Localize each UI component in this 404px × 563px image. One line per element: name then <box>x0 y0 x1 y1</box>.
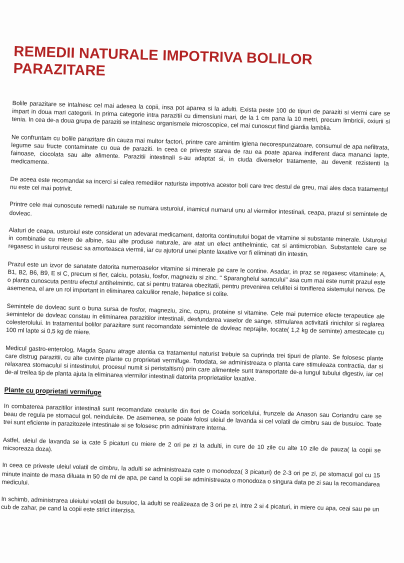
paragraph: Prazul este un izvor de sanatate datorita numeroaselor vitamine si minerale pe care le contine. Asadar, in praz se regasesc vitaminele: A, B1, B2, B6, B9, E si C, precum si fier, calciu, potasiu, fosfor, magneziu si zinc. " Sparanghelul saracului" asa cum mai este numit prazul este o planta cunoscuta pentru efectul antihelmintic, cat si pentru tratarea obezitatii, pentru prevenirea celulitei si tonifierea sistemului nervos. De asemenea, el are un rol important in eliminarea calculilor renale, hepatice si colite. <box>7 260 386 299</box>
paragraph: Bolile parazitare se intalnesc cel mai adesea la copii, insa pot aparea si la adulti. Exista peste 100 de tipuri de paraziti si viermi care se impart in doua mari categorii. In prima categorie intra parazitii cu dimensiuni mari, de la 1 cm pana la 10 metri, precum limbricii, oxiurii si tenia. In cea de-a doua grupa de paraziti se intalnesc organismele microscopice, cel mai cunoscut fiind giardia lamblia. <box>11 99 391 133</box>
section-paragraph: In ceea ce priveste uleiul volatil de cimbru, la adulti se administreaza cate o monodoza( 3 picaturi) de 2-3 ori pe zi, pe stomacul gol cu 15 minute inainte de masa diluata in 50 de ml de apa, pe cand la copii se administreaza o monodoza o singura data pe zi sau la recomandarea medicului. <box>1 462 381 488</box>
paragraph: De aceea este recomandat sa incerci si calea remediilor naturiste impotriva acestor boli care trec destul de greu, mai ales daca tratamentul nu este cel mai potrivit. <box>9 175 389 194</box>
paragraph: Medicul gastro-enterolog, Magda Spanu atrage atentia ca tratamentul naturist trebuie sa cuprinda trei tipuri de plante. Se folosesc plante care distrug parazitii, cu alte cuvinte plante cu proprietati vermifuge. Totodata, se administreaza o planta care stimuleaza contractia, dar si relaxarea stomacului si intestinului, procesul numit si peristaltism) prin care alimentele sunt transportate de-a lungul tubului digestiv, iar cel de-al treilea tip de planta ajuta la eliminarea viermilor intestinali datorita proprietatilor laxative. <box>4 344 384 384</box>
printed-sheet <box>1 44 392 532</box>
document-body <box>1 100 390 523</box>
paragraph: Printre cele mai cunoscute remedii naturale se numara usturoiul, inamicul numarul unu al viermilor intestinali, ceapa, prazul si semintele de dovleac. <box>9 201 388 219</box>
paragraph: Alaturi de ceapa, usturoiul este considerat un adevarat medicament, datorita continutului bogat de vitamine si substante minerale. Usturoiul in combinatie cu miere de albine, sau alte produse naturale, are atat un efect antihelmintic, cat si antimicrobian. Substantele care se regasesc in usturoi reusesc sa amorteasca viermii, iar cu ajutorul unei plante laxative vor fi eliminati din intestin. <box>8 226 387 259</box>
section-paragraph: Astfel, uleiul de lavanda se ia cate 5 picaturi cu miere de 2 ori pe zi la adulti, in cure de 10 zile cu alte 10 zile de pauza( la copii se micsoreaza doza). <box>2 436 381 455</box>
section-heading: Plante cu proprietati vermifuge <box>4 386 102 397</box>
paragraph: Ne confruntam cu bolile parazitare din cauza mai multor factori, printre care amintim igiena necorespunzatoare, consumul de apa nefiltrata, legume sau fructe contaminate cu oua de paraziti. In ceea ce priveste starea de rau ea poate aparea indiferent daca mananci lapte, fainoase, ciocolata sau alte alimente. Parazitii intestinali s-au adaptat si, in ciuda diverselor tratamente, au devenit rezistenti la medicamente. <box>10 133 390 168</box>
section-paragraph: In schimb, administrarea uleiului volatil de busuioc, la adulti se realizeaza de 3 ori pe zi, intre 2 si 4 picaturi, in miere cu apa, ceai sau pe un cub de zahar, pe cand la copii este strict interzisa. <box>0 495 380 515</box>
paragraph: Semintele de dovleac sunt o buna sursa de fosfor, magneziu, zinc, cupru, proteine si vitamine. Cele mai puternice efecte terapeutice ale semintelor de dovleac constau in eliminarea parazitilor intestinali, desfundarea vaselor de sange, stimularea activitatii rinichilor si reglarea colesterolului. In tratamentul bolilor parazitare sunt recomandate semintele de dovleac neprajite, tocate( 1,2 kg de seminte) amestecate cu 100 ml lapte si 0,5 kg de miere. <box>5 302 385 337</box>
document-title: REMEDII NATURALE IMPOTRIVA BOLILOR PARAZITARE <box>13 44 313 80</box>
section-paragraph: In combaterea parazitilor intestinali sunt recomandate ceaiurile din flori de Coada soricelului, frunzele de Anason sau Coriandru care se beau de regula pe stomacul gol, neindulcite. De asemenea, se poate folosi uleiul de lavanda si cel volatil de cimbru sau de busuioc. Toate trei sunt eficiente in parazitozele intestinale si se folosesc prin administrare interna. <box>3 402 382 433</box>
